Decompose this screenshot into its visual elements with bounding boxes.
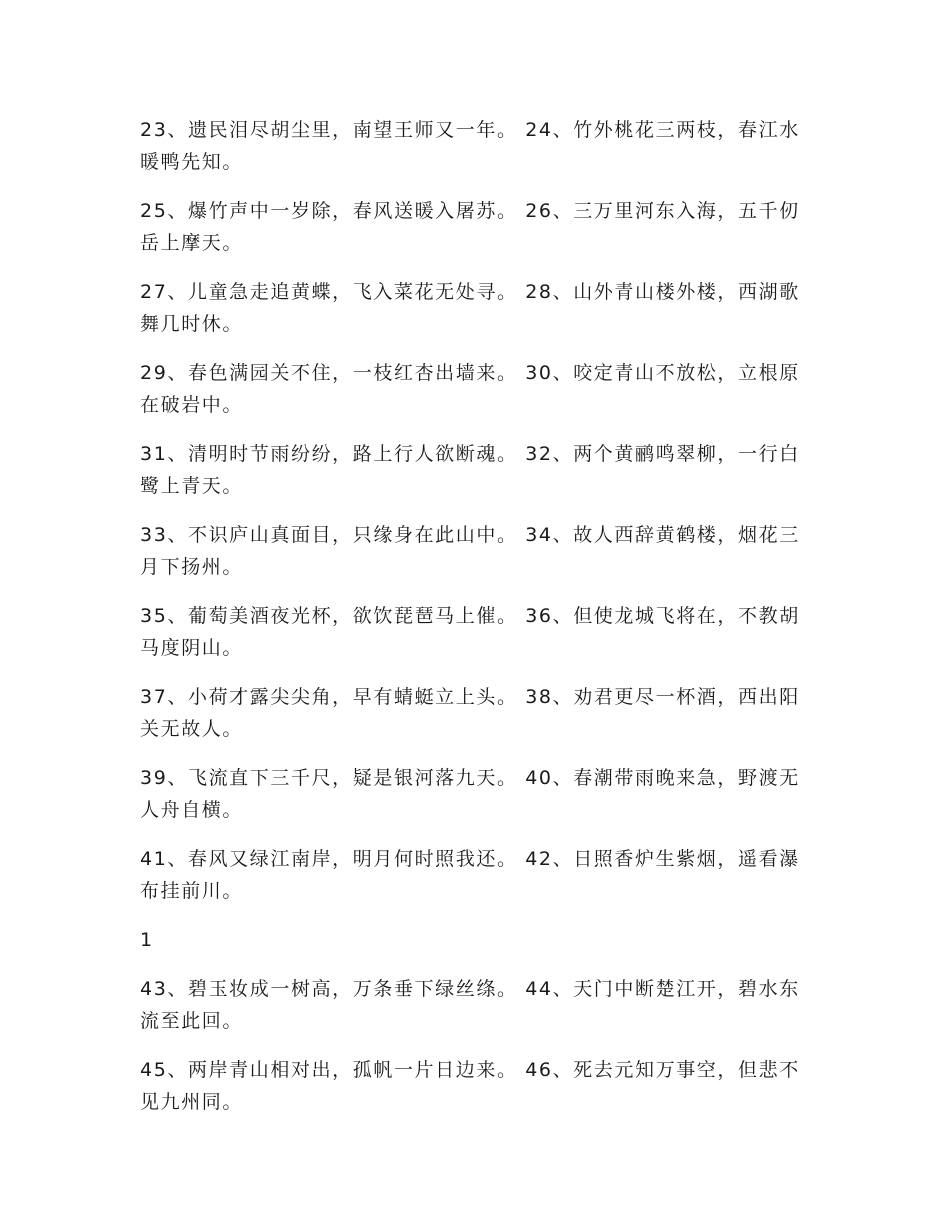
- document-page: [140, 114, 812, 1135]
- poem-paragraph: 31、清明时节雨纷纷，路上行人欲断魂。 32、两个黄鹂鸣翠柳，一行白鹭上青天。: [140, 443, 800, 497]
- page-number: 1: [140, 929, 153, 951]
- poem-paragraph: 23、遗民泪尽胡尘里，南望王师又一年。 24、竹外桃花三两枝，春江水暖鸭先知。: [140, 119, 800, 173]
- poem-paragraph: 33、不识庐山真面目，只缘身在此山中。 34、故人西辞黄鹤楼，烟花三月下扬州。: [140, 524, 800, 578]
- poem-paragraph: 41、春风又绿江南岸，明月何时照我还。 42、日照香炉生紫烟，遥看瀑布挂前川。: [140, 848, 800, 902]
- poem-paragraph: 45、两岸青山相对出，孤帆一片日边来。 46、死去元知万事空，但悲不见九州同。: [140, 1059, 800, 1113]
- poem-paragraph: 39、飞流直下三千尺，疑是银河落九天。 40、春潮带雨晚来急，野渡无人舟自横。: [140, 767, 800, 821]
- poem-paragraph: 37、小荷才露尖尖角，早有蜻蜓立上头。 38、劝君更尽一杯酒，西出阳关无故人。: [140, 686, 800, 740]
- poem-paragraph: 43、碧玉妆成一树高，万条垂下绿丝绦。 44、天门中断楚江开，碧水东流至此回。: [140, 978, 800, 1032]
- poem-paragraph: 29、春色满园关不住，一枝红杏出墙来。 30、咬定青山不放松，立根原在破岩中。: [140, 362, 800, 416]
- poem-paragraph: 27、儿童急走追黄蝶，飞入菜花无处寻。 28、山外青山楼外楼，西湖歌舞几时休。: [140, 281, 800, 335]
- poem-paragraph: 25、爆竹声中一岁除，春风送暖入屠苏。 26、三万里河东入海，五千仞岳上摩天。: [140, 200, 800, 254]
- poem-paragraph: 35、葡萄美酒夜光杯，欲饮琵琶马上催。 36、但使龙城飞将在，不教胡马度阴山。: [140, 605, 800, 659]
